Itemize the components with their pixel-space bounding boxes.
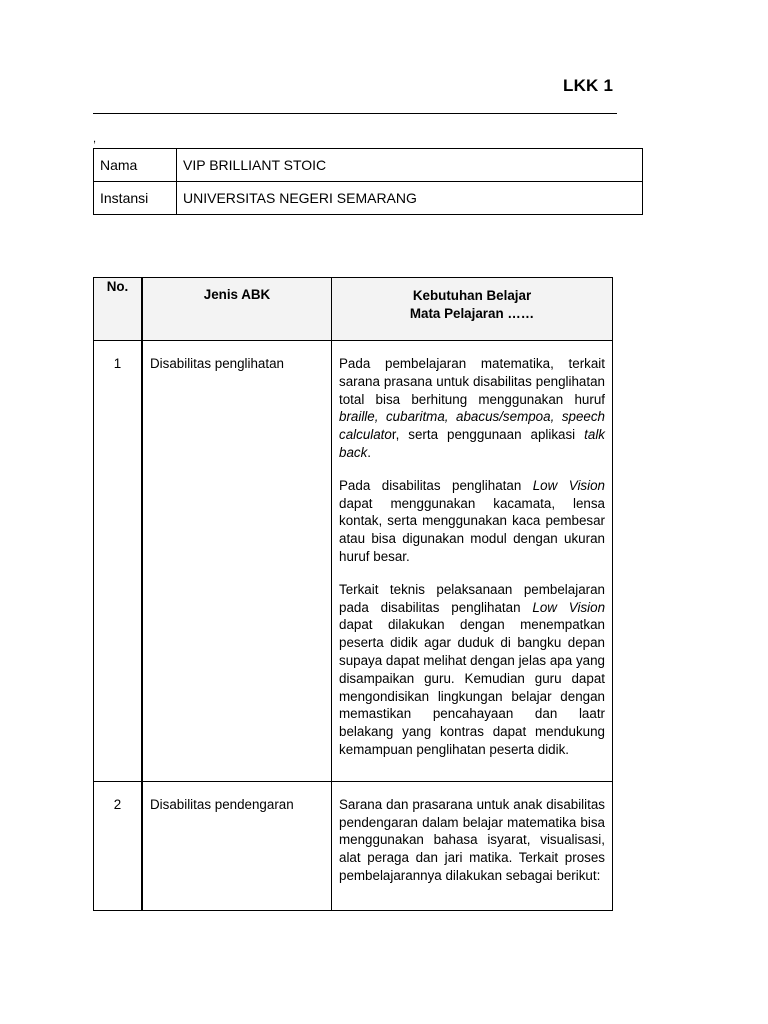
stray-mark: , bbox=[93, 133, 97, 145]
header-kebutuhan bbox=[332, 278, 613, 341]
identity-row-nama bbox=[94, 149, 643, 182]
identity-row-instansi bbox=[94, 182, 643, 215]
row-number: 2 bbox=[94, 781, 143, 910]
identity-table bbox=[93, 148, 643, 215]
identity-value: UNIVERSITAS NEGERI SEMARANG bbox=[177, 182, 643, 215]
identity-label: Instansi bbox=[94, 182, 177, 215]
row-jenis-abk: Disabilitas penglihatan bbox=[142, 341, 332, 782]
header-no: No. bbox=[94, 278, 143, 341]
identity-label: Nama bbox=[94, 149, 177, 182]
row-kebutuhan bbox=[332, 781, 613, 910]
row-number: 1 bbox=[94, 341, 143, 782]
paragraph: Sarana dan prasarana untuk anak disabilitas pendengaran dalam belajar matematika bisa menggunakan bahasa isyarat, visualisasi, alat peraga dan jari matika. Terkait proses pembelajarannya dilakukan sebagai berikut: bbox=[339, 796, 605, 883]
learning-needs-table bbox=[93, 277, 613, 911]
title-divider bbox=[93, 113, 617, 114]
table-header-row bbox=[94, 278, 613, 341]
paragraph: Pada disabilitas penglihatan Low Vision dapat menggunakan kacamata, lensa kontak, serta menggunakan kaca pembesar atau bisa digunakan modul dengan ukuran huruf besar. bbox=[339, 477, 605, 564]
paragraph: Terkait teknis pelaksanaan pembelajaran pada disabilitas penglihatan Low Vision dapat dilakukan dengan menempatkan peserta didik agar duduk di bangku depan supaya dapat melihat dengan jelas apa yang disampaikan guru. Kemudian guru dapat mengondisikan lingkungan belajar dengan memastikan pencahayaan dan laatr belakang yang kontras dapat mendukung kemampuan penglihatan peserta didik. bbox=[339, 581, 606, 757]
row-kebutuhan bbox=[332, 341, 613, 782]
header-kebutuhan-line2: Mata Pelajaran …… bbox=[409, 306, 535, 321]
table-row bbox=[94, 781, 613, 910]
header-jenis-abk: Jenis ABK bbox=[142, 278, 332, 341]
row-jenis-abk: Disabilitas pendengaran bbox=[142, 781, 332, 910]
worksheet-title: LKK 1 bbox=[563, 76, 614, 95]
paragraph: Pada pembelajaran matematika, terkait sarana prasana untuk disabilitas penglihatan total bisa berhitung menggunakan huruf braille, cubaritma, abacus/sempoa, speech calculator, serta penggunaan aplikasi talk back. bbox=[339, 356, 605, 460]
header-kebutuhan-line1: Kebutuhan Belajar bbox=[412, 288, 532, 303]
table-row bbox=[94, 341, 613, 782]
identity-value: VIP BRILLIANT STOIC bbox=[177, 149, 643, 182]
